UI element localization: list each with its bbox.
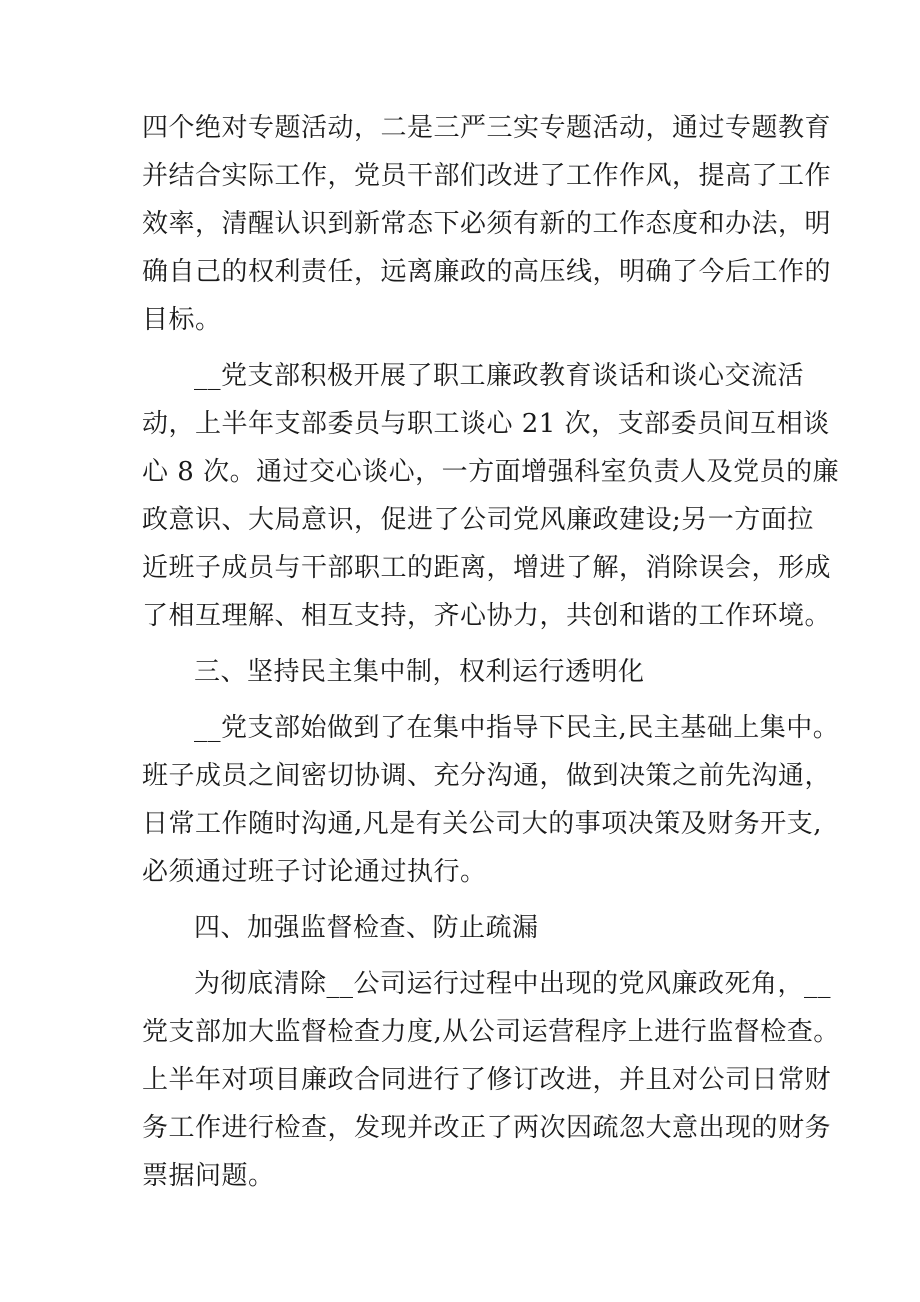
paragraph-gap [142,896,792,904]
text-line: 日常工作随时沟通,凡是有关公司大的事项决策及财务开支, [142,809,823,839]
text-line: 票据问题。 [142,1161,275,1191]
paragraph [142,352,840,640]
text-line: 了相互理解、相互支持，齐心协力，共创和谐的工作环境。 [142,601,832,631]
paragraph [142,104,832,344]
text-line: 四个绝对专题活动，二是三严三实专题活动，通过专题教育 [142,113,832,143]
text-line: 确自己的权利责任，远离廉政的高压线，明确了今后工作的 [142,257,832,287]
paragraph-gap [142,696,792,704]
text-line: 近班子成员与干部职工的距离，增进了解，消除误会，形成 [142,553,832,583]
text-line: 政意识、大局意识，促进了公司党风廉政建设;另一方面拉 [142,505,814,535]
text-line: 心 8 次。通过交心谈心，一方面增强科室负责人及党员的廉 [142,457,840,487]
text-line: 效率，清醒认识到新常态下必须有新的工作态度和办法，明 [142,209,832,239]
text-line: 并结合实际工作，党员干部们改进了工作作风，提高了工作 [142,161,832,191]
paragraph-gap [142,640,792,648]
paragraph [142,904,792,952]
text-line: 上半年对项目廉政合同进行了修订改进，并且对公司日常财 [142,1065,832,1095]
paragraph [142,648,792,696]
text-line: 为彻底清除__公司运行过程中出现的党风廉政死角，__ [194,969,832,999]
text-line: 三、坚持民主集中制，权利运行透明化 [194,657,645,687]
document-body [142,104,840,1200]
paragraph [142,960,840,1200]
text-line: 党支部加大监督检查力度,从公司运营程序上进行监督检查。 [142,1017,840,1047]
paragraph-gap [142,952,792,960]
text-line: 四、加强监督检查、防止疏漏 [194,913,539,943]
paragraph-gap [142,344,792,352]
text-line: 目标。 [142,305,222,335]
text-line: 必须通过班子讨论通过执行。 [142,857,487,887]
text-line: 务工作进行检查，发现并改正了两次因疏忽大意出现的财务 [142,1113,832,1143]
text-line: __党支部积极开展了职工廉政教育谈话和谈心交流活 [194,361,805,391]
text-line: 动，上半年支部委员与职工谈心 21 次，支部委员间互相谈 [142,409,830,439]
text-line: 班子成员之间密切协调、充分沟通，做到决策之前先沟通， [142,761,832,791]
paragraph [142,704,840,896]
text-line: __党支部始做到了在集中指导下民主,民主基础上集中。 [194,713,840,743]
